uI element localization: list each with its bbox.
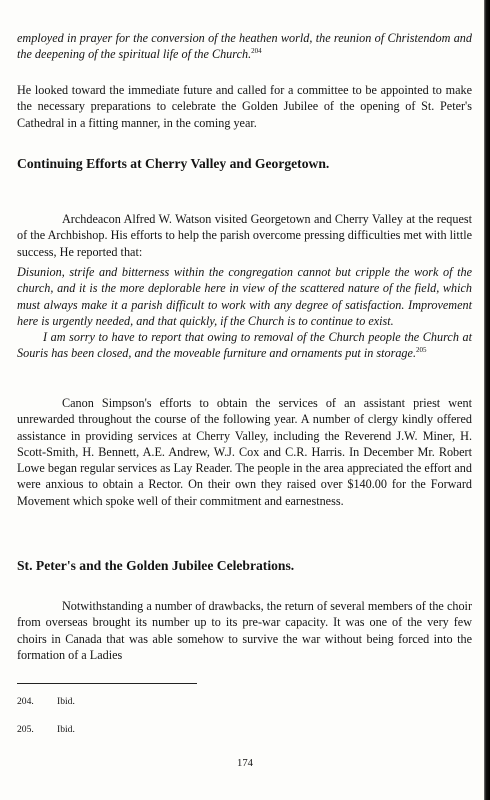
quote-disunion: Disunion, strife and bitterness within the congregation cannot but cripple the work of the church, and it is the more deplorable here in view of the scattered nature of the field, which must always make it a parish difficult to work with any degree of satisfaction. Improvement here is urgently needed, and that quickly, if the Church is to continue to exist.	[17, 265, 472, 328]
paragraph-committee: He looked toward the immediate future and called for a committee to be appointed to make the necessary preparations to celebrate the Golden Jubilee of the opening of St. Peter's Cathedral in a fitting manner, in the coming year.	[17, 83, 472, 130]
footnote-number: 204.	[17, 696, 34, 707]
footnote-divider	[17, 683, 197, 684]
footnote-text: Ibid.	[57, 724, 75, 735]
paragraph-watson: Archdeacon Alfred W. Watson visited Georgetown and Cherry Valley at the request of the Archbishop. His efforts to help the parish overcome pressing difficulties met with little success, He reported that:	[17, 212, 472, 259]
footnote-205	[17, 724, 75, 736]
page-edge-shadow	[484, 0, 490, 800]
quote-souris-text: I am sorry to have to report that owing to removal of the Church people the Church at Souris has been closed, and the moveable furniture and ornaments put in storage.	[17, 330, 472, 361]
footnote-ref-204: 204	[251, 47, 262, 56]
footnote-204	[17, 696, 75, 708]
footnote-text: Ibid.	[57, 696, 75, 707]
quote-prayer-text: employed in prayer for the conversion of the heathen world, the reunion of Christendom and the deepening of the spiritual life of the Church.	[17, 31, 472, 62]
section-heading-cherry-valley: Continuing Efforts at Cherry Valley and Georgetown.	[17, 156, 330, 171]
quote-prayer	[17, 30, 472, 63]
quote-souris	[17, 329, 472, 362]
footnote-ref-205: 205	[416, 346, 427, 355]
paragraph-choir: Notwithstanding a number of drawbacks, the return of several members of the choir from overseas brought its number up to its pre-war capacity. It was one of the very few choirs in Canada that was able somehow to survive the war without being forced into the formation of a Ladies	[17, 599, 472, 662]
page-number: 174	[237, 758, 253, 769]
paragraph-simpson: Canon Simpson's efforts to obtain the services of an assistant priest went unrewarded throughout the course of the following year. A number of clergy kindly offered assistance in providing services at Cherry Valley, including the Reverend J.W. Miner, H. Scott-Smith, H. Bennett, A.E. Andrew, W.J. Cox and C.R. Harris. In December Mr. Robert Lowe began regular services as Lay Reader. The people in the area appreciated the effort and were anxious to obtain a Rector. On their own they raised over $140.00 for the Forward Movement which spoke well of their commitment and earnestness.	[17, 396, 472, 508]
section-heading-jubilee: St. Peter's and the Golden Jubilee Celebrations.	[17, 558, 295, 573]
footnote-number: 205.	[17, 724, 34, 735]
